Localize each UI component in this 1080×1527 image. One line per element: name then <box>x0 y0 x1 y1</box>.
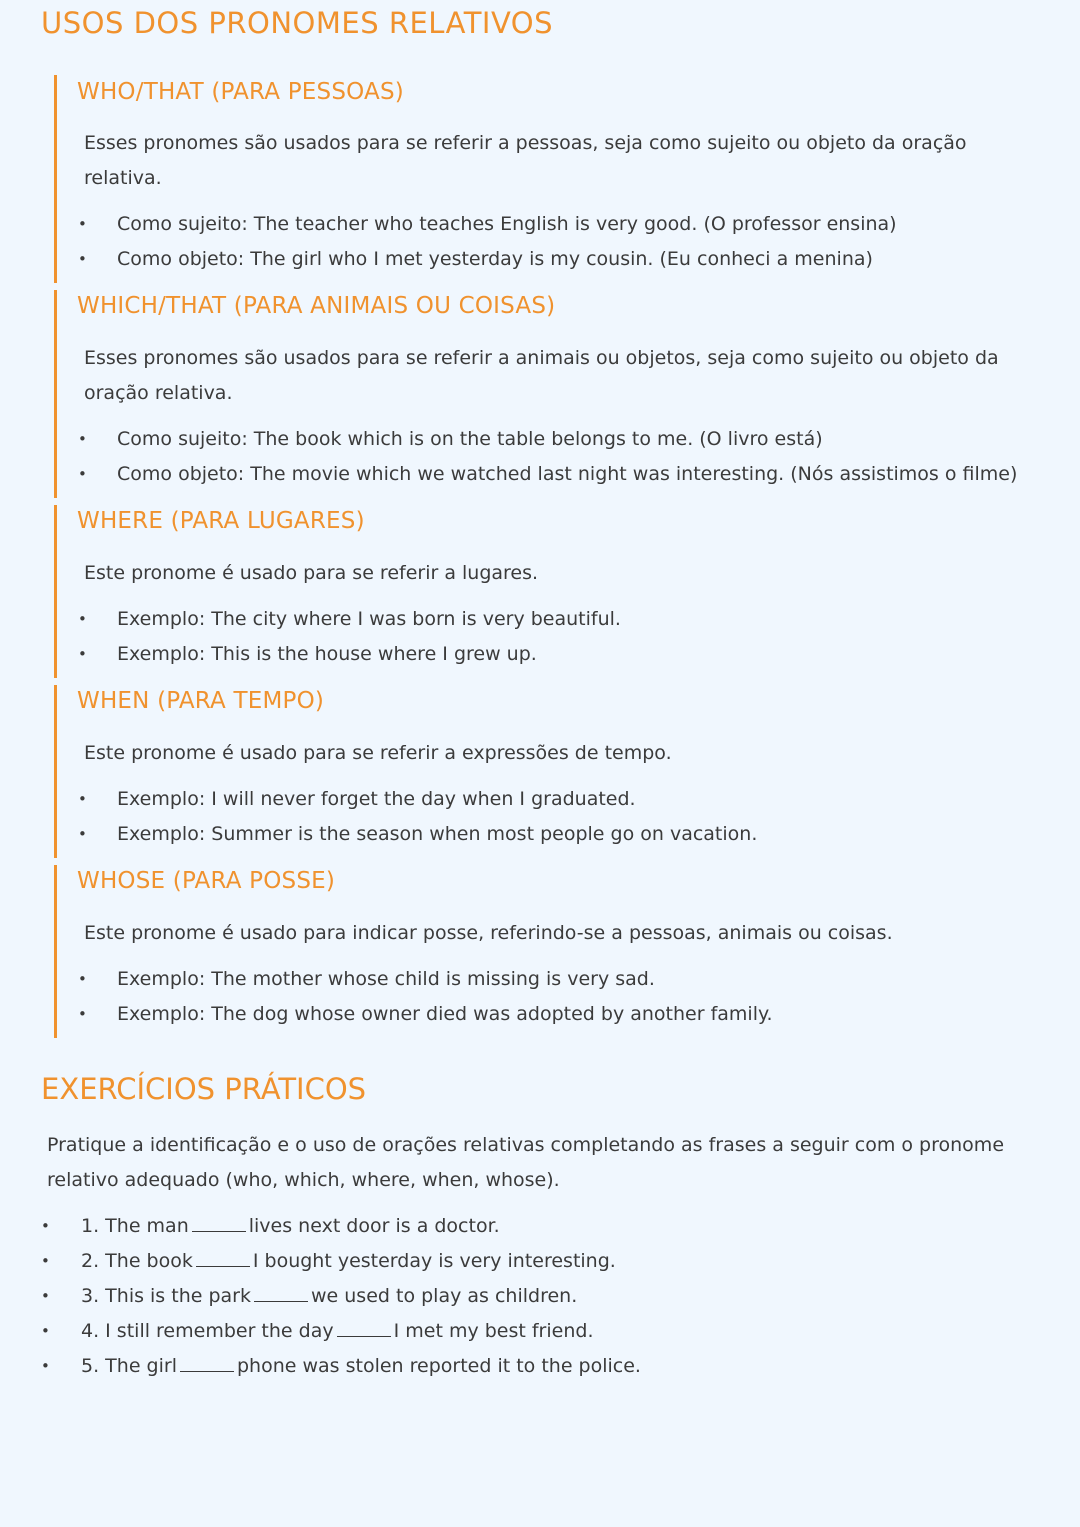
bullet-icon: • <box>78 825 87 843</box>
list-item: • Exemplo: I will never forget the day when I graduated. <box>57 782 1017 817</box>
bullet-icon: • <box>78 610 87 628</box>
answer-blank[interactable] <box>337 1316 391 1337</box>
section-heading: WHO/THAT (PARA PESSOAS) <box>77 79 404 105</box>
list-item: • Exemplo: The city where I was born is very beautiful. <box>57 602 1017 637</box>
example-list <box>57 782 1017 852</box>
bullet-icon: • <box>78 645 87 663</box>
list-item: • Exemplo: The mother whose child is missing is very sad. <box>57 962 1017 997</box>
list-item: • Como sujeito: The book which is on the table belongs to me. (O livro está) <box>57 422 1017 457</box>
bullet-icon: • <box>41 1287 50 1305</box>
answer-blank[interactable] <box>196 1246 250 1267</box>
bullet-icon: • <box>78 430 87 448</box>
exercise-item: • 3. This is the park we used to play as children. <box>0 1279 641 1314</box>
section-who-that <box>54 75 1037 283</box>
list-item: • Exemplo: Summer is the season when most people go on vacation. <box>57 817 1017 852</box>
section-whose <box>54 865 1037 1038</box>
section-heading: WHICH/THAT (PARA ANIMAIS OU COISAS) <box>77 293 556 319</box>
example-list <box>57 207 1017 277</box>
section-description: Este pronome é usado para indicar posse, referindo-se a pessoas, animais ou coisas. <box>84 922 893 944</box>
exercise-item: • 4. I still remember the day I met my best friend. <box>0 1314 641 1349</box>
example-list <box>57 422 1017 492</box>
exercise-list <box>0 1209 641 1384</box>
exercises-description: Pratique a identificação e o uso de orações relativas completando as frases a seguir com o pronome relativo adequado (who, which, where, when, whose). <box>47 1134 1005 1191</box>
bullet-icon: • <box>78 790 87 808</box>
bullet-icon: • <box>41 1357 50 1375</box>
example-list <box>57 962 1017 1032</box>
exercise-item: • 1. The man lives next door is a doctor. <box>0 1209 641 1244</box>
exercise-item: • 5. The girl phone was stolen reported it to the police. <box>0 1349 641 1384</box>
bullet-icon: • <box>78 970 87 988</box>
section-heading: WHEN (PARA TEMPO) <box>77 688 325 714</box>
list-item: • Como objeto: The girl who I met yesterday is my cousin. (Eu conheci a menina) <box>57 242 1017 277</box>
section-which-that <box>54 290 1037 498</box>
bullet-icon: • <box>78 250 87 268</box>
list-item: • Como objeto: The movie which we watched last night was interesting. (Nós assistimos o filme) <box>57 457 1017 492</box>
section-where <box>54 505 1037 678</box>
section-description: Esses pronomes são usados para se referir a pessoas, seja como sujeito ou objeto da oração relativa. <box>84 132 967 189</box>
bullet-icon: • <box>78 1005 87 1023</box>
section-heading: WHERE (PARA LUGARES) <box>77 508 365 534</box>
page-title: USOS DOS PRONOMES RELATIVOS <box>41 6 554 40</box>
section-description: Esses pronomes são usados para se referir a animais ou objetos, seja como sujeito ou objeto da oração relativa. <box>84 347 999 404</box>
section-when <box>54 685 1037 858</box>
bullet-icon: • <box>78 215 87 233</box>
list-item: • Exemplo: The dog whose owner died was adopted by another family. <box>57 997 1017 1032</box>
section-heading: WHOSE (PARA POSSE) <box>77 868 336 894</box>
answer-blank[interactable] <box>254 1281 308 1302</box>
exercises-title: EXERCÍCIOS PRÁTICOS <box>41 1072 367 1106</box>
answer-blank[interactable] <box>192 1211 246 1232</box>
bullet-icon: • <box>41 1217 50 1235</box>
bullet-icon: • <box>41 1322 50 1340</box>
example-list <box>57 602 1017 672</box>
list-item: • Exemplo: This is the house where I grew up. <box>57 637 1017 672</box>
exercise-item: • 2. The book I bought yesterday is very interesting. <box>0 1244 641 1279</box>
section-description: Este pronome é usado para se referir a lugares. <box>84 562 539 584</box>
bullet-icon: • <box>78 465 87 483</box>
bullet-icon: • <box>41 1252 50 1270</box>
section-description: Este pronome é usado para se referir a expressões de tempo. <box>84 742 672 764</box>
list-item: • Como sujeito: The teacher who teaches English is very good. (O professor ensina) <box>57 207 1017 242</box>
answer-blank[interactable] <box>180 1351 234 1372</box>
